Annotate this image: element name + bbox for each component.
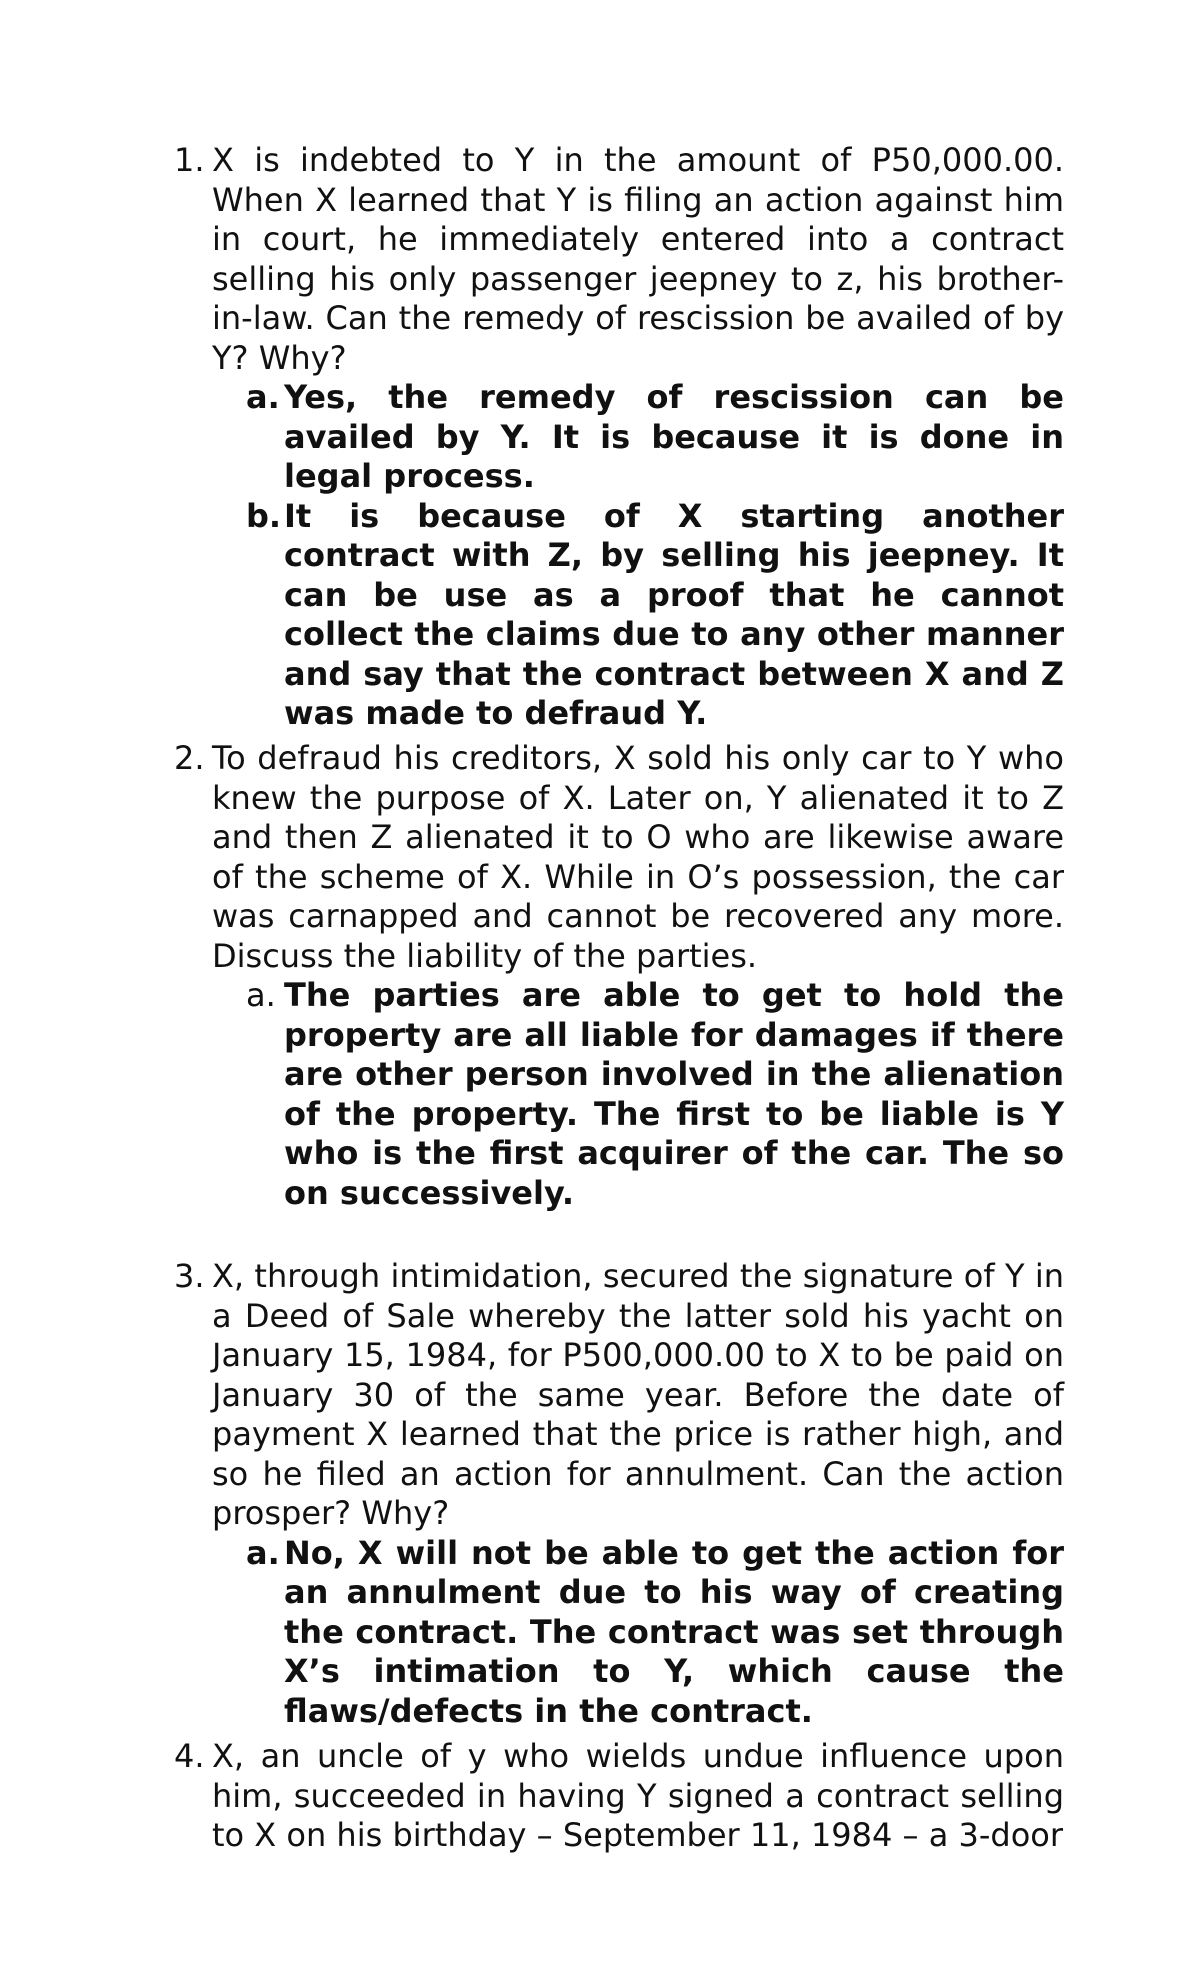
answer-1b	[246, 497, 1064, 734]
question-text: X, through intimidation, secured the signature of Y in a Deed of Sale whereby the latter sold his yacht on January 15, 1984, for P500,000.00 to X to be paid on January 30 of the same year. Before the date of payment X learned that the price is rather high, and so he filed an action for annulment. Can the action prosper? Why?	[212, 1257, 1064, 1532]
answer-3a	[246, 1534, 1064, 1732]
question-text: X is indebted to Y in the amount of P50,000.00. When X learned that Y is filing an action against him in court, he immediately entered into a contract selling his only passenger jeepney to z, his brother-in-law. Can the remedy of rescission be availed of by Y? Why?	[212, 141, 1064, 377]
question-3	[174, 1257, 1064, 1731]
answer-letter: a.	[246, 976, 276, 1014]
question-number: 1.	[174, 141, 205, 179]
answer-letter: a.	[246, 1533, 280, 1572]
answer-text: It is because of X starting another contract with Z, by selling his jeepney. It can be use as a proof that he cannot collect the claims due to any other manner and say that the contract between X and Z was made to defraud Y.	[284, 496, 1064, 732]
question-4	[174, 1737, 1064, 1856]
answer-letter: b.	[246, 496, 282, 535]
question-number: 4.	[174, 1737, 205, 1775]
answer-letter: a.	[246, 378, 280, 416]
question-number: 3.	[174, 1257, 205, 1295]
answer-text: No, X will not be able to get the action for an annulment due to his way of creating the contract. The contract was set through X’s intimation to Y, which cause the flaws/defects in the contract.	[284, 1533, 1064, 1730]
answer-2a	[246, 976, 1064, 1213]
question-1	[174, 141, 1064, 734]
answer-1a	[246, 378, 1064, 497]
answer-text: The parties are able to get to hold the property are all liable for damages if there are other person involved in the alienation of the property. The first to be liable is Y who is the first acquirer of the car. The so on successively.	[284, 976, 1064, 1212]
question-text: X, an uncle of y who wields undue influence upon him, succeeded in having Y signed a contract selling to X on his birthday – September 11, 1984 – a 3-door	[212, 1737, 1064, 1854]
question-2	[174, 739, 1064, 1213]
question-number: 2.	[174, 739, 205, 777]
answer-text: Yes, the remedy of rescission can be availed by Y. It is because it is done in legal process.	[284, 378, 1064, 495]
question-text: To defraud his creditors, X sold his only car to Y who knew the purpose of X. Later on, Y alienated it to Z and then Z alienated it to O who are likewise aware of the scheme of X. While in O’s possession, the car was carnapped and cannot be recovered any more. Discuss the liability of the parties.	[212, 739, 1064, 975]
